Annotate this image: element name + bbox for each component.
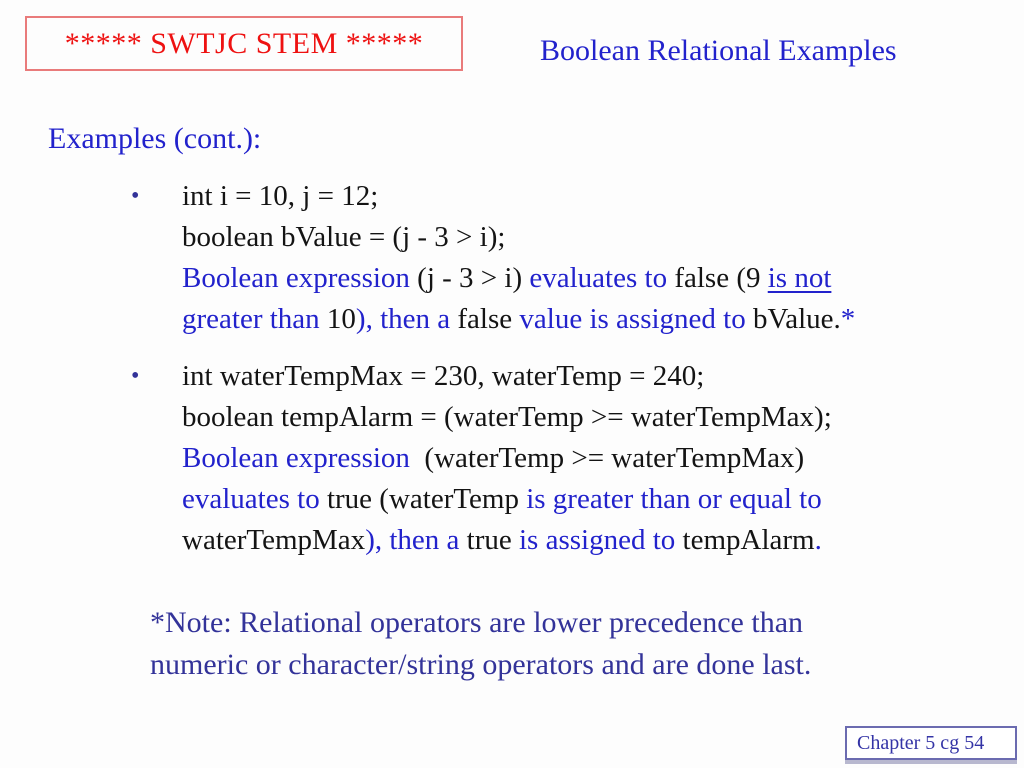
section-heading: Examples (cont.):	[48, 122, 262, 155]
bullet-icon: •	[131, 363, 140, 389]
bullet-item-1	[182, 176, 855, 340]
footer-box	[845, 726, 1017, 760]
bullet-icon: •	[131, 183, 140, 209]
stamp-box	[25, 16, 463, 71]
text-line: boolean tempAlarm = (waterTemp >= waterTempMax);	[182, 401, 832, 433]
text-line: waterTempMax), then a true is assigned to tempAlarm.	[182, 524, 822, 556]
text-line: boolean bValue = (j - 3 > i);	[182, 221, 506, 253]
text-line: greater than 10), then a false value is assigned to bValue.*	[182, 303, 856, 335]
page-title: Boolean Relational Examples	[540, 34, 897, 67]
note-line-2: numeric or character/string operators and are done last.	[150, 648, 812, 681]
text-line: Boolean expression (j - 3 > i) evaluates to false (9 is not	[182, 262, 832, 294]
stamp-text: ***** SWTJC STEM *****	[64, 26, 424, 60]
bullet-item-2	[182, 356, 832, 561]
text-line: Boolean expression (waterTemp >= waterTempMax)	[182, 442, 805, 474]
footer-label: Chapter 5 cg 54	[857, 731, 985, 754]
text-line: int i = 10, j = 12;	[182, 180, 379, 212]
note-line-1: *Note: Relational operators are lower precedence than	[150, 606, 804, 639]
note-text	[150, 602, 811, 686]
text-line: int waterTempMax = 230, waterTemp = 240;	[182, 360, 705, 392]
text-line: evaluates to true (waterTemp is greater than or equal to	[182, 483, 822, 515]
